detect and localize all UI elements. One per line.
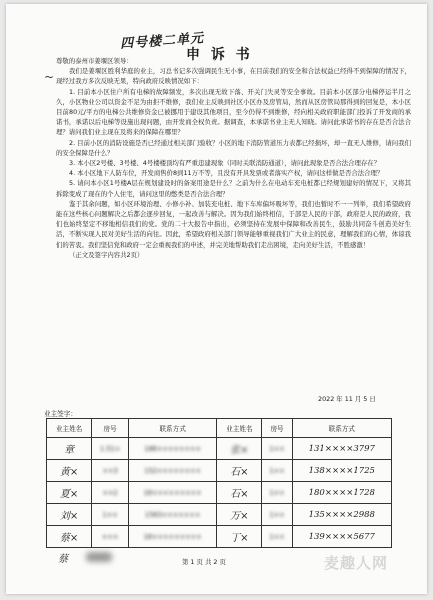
phone-cell: 180××××1728 [292, 482, 391, 504]
salutation: 尊敬的泰州市姜堰区领导： [56, 57, 133, 65]
issue-5-building-use: 5. 请问本小区1号楼A层在规划建设时的备案用途是什么？之前为什么在电动车充电桩都已经规划建好的情况下，又将其拆除变成了现在的个人住宅，请问这里的憋类是否合法合理？ [56, 179, 411, 198]
handwritten-unit-note: 四号楼二单元 [119, 31, 205, 52]
room-number-cell: 1.51× [92, 438, 129, 460]
issue-4-parking: 4. 本小区地下人防车位，开发商售价8到11万不等，且没有开具发票或者落实产权，请问这样做是否合法合理？ [69, 169, 384, 178]
room-number-cell: 1×× [262, 504, 292, 526]
letter-body [56, 56, 411, 260]
page-footer: 第 1 页 共 2 页 [182, 558, 226, 566]
phone-cell: 135××××2988 [292, 504, 391, 526]
table-row [47, 460, 392, 482]
column-header: 联系方式 [292, 419, 391, 438]
owner-name-cell: 蔡× [47, 526, 92, 548]
room-number-cell: 1×× [262, 460, 292, 482]
room-number-cell: 1×× [262, 482, 292, 504]
phone-cell: 18××××××××× [129, 526, 217, 548]
extra-owner-signature: 蔡 [58, 554, 68, 565]
handwritten-margin-mark: ~ [44, 70, 55, 84]
column-header: 业主姓名 [47, 419, 92, 438]
page-count-note: （正文及签字内容共2页） [69, 250, 144, 259]
issue-3-illegal-rooftop: 3. 本小区2号楼、3号楼、4号楼楼顶均有严重违建现象（同时关联消防通道），请问此现象是否合法合理存在？ [69, 159, 381, 168]
room-number-cell: 1×× [92, 504, 129, 526]
owner-name-cell: 刘× [47, 504, 92, 526]
column-header: 业主姓名 [217, 419, 262, 438]
owner-signature-label: 业主签字： [44, 410, 77, 418]
owner-name-cell: 黄× [47, 460, 92, 482]
letter-date: 2022 年 11 月 5 日 [318, 395, 376, 403]
room-number-cell: 1×× [262, 438, 292, 460]
room-number-cell: 1×× [262, 526, 292, 548]
owner-name-cell: 石× [217, 482, 262, 504]
issue-1-elevator: 1. 目前本小区住户所有电梯的故障频发，多次出现无故下落、开关门失灵等安全事故。目前本小区部分电梯停运半月之久，小区物业公司以资金不足为由拒不维修，我们业主反映到社区小区办及房管局，然而从区房管局那得到的回复是，本小区目前80元/平方的电梯公共维修资金已被挪用于建设其他项目，至今仍得不到维修，经向相关政府职能部门投诉了开发商的承诺书，承诺以后电梯等设施出现问题，由开发商全权负责。据调查，本承诺书业主无人知晓。请问此承诺书的存在是否合法合理？请问我们业主现在及将来的保障在哪里？ [56, 87, 411, 137]
intro-paragraph: 我们是姜堰区胜利华庭的业主，习总书记多次强调民生无小事，在目前我们的安全和合法权益已经得不到保障的情况下，现经过我方多次反映无果，特向政府反映情况如下： [56, 67, 411, 86]
owner-name-cell: 章 [47, 438, 92, 460]
column-header: 联系方式 [129, 419, 217, 438]
owner-name-cell: 石× [217, 460, 262, 482]
owner-name-cell: 夏× [47, 482, 92, 504]
phone-cell: 1583××××××× [129, 504, 217, 526]
redacted-signature-blur [86, 552, 112, 562]
phone-cell: 131××××3797 [292, 438, 391, 460]
phone-cell: 139××××5677 [292, 526, 391, 548]
column-header: 房号 [92, 419, 129, 438]
table-row [47, 526, 392, 548]
phone-cell: 138××××1725 [292, 460, 391, 482]
table-header-row [47, 419, 392, 438]
room-number-cell: ××× [92, 526, 129, 548]
phone-cell: 186×××××××× [129, 438, 217, 460]
phone-cell: 18××××××××× [129, 482, 217, 504]
owner-name-cell: 丁× [217, 526, 262, 548]
owner-name-cell: 张× [217, 438, 262, 460]
room-number-cell: ××3 [92, 460, 129, 482]
phone-cell: 152×××××××× [129, 460, 217, 482]
issue-2-fire-safety: 2. 目前小区的消防设施是否已经通过相关部门验收？小区的地下消防管道压力表都已经损坏，却一直无人维修，请问我们的安全保障是什么？ [56, 138, 411, 157]
table-row [47, 482, 392, 504]
room-number-cell: ××2 [92, 482, 129, 504]
document-title: 申 诉 书 [186, 47, 253, 63]
owner-name-cell: 万× [217, 504, 262, 526]
table-row [47, 504, 392, 526]
table-row [47, 438, 392, 460]
site-watermark: 麦趣人网 [324, 554, 389, 572]
closing-paragraph: 鉴于其余问题，如小区环境治理、小修小补、加装充电桩、地下车库偏坏吸坏等，我们也暂时不一一列举，我们希望政府能在这些核心问题解决之后都会逐步回复，一起改善与解决。因为我们始终相信，于部是人民的干部，政府是人民的政府，我们也始终坚定不移地相信我们的党。党的二十大报告中指出，必须坚持在发展中保障和改善民生，鼓励共同奋斗创造美好生活，不断实现人民对美好生活的向往。因此，希望政府相关部门领导能够重视我们广大业主的民意，理解我们的心情，体谅我们的苦衷。我们坚信党和政府一定会重视我们的申述，并完美地帮助我们走出困境，走向美好生活，不胜感激！ [56, 199, 411, 249]
complaint-letter-page [6, 4, 427, 594]
column-header: 房号 [262, 419, 292, 438]
owner-signature-table [46, 418, 392, 548]
